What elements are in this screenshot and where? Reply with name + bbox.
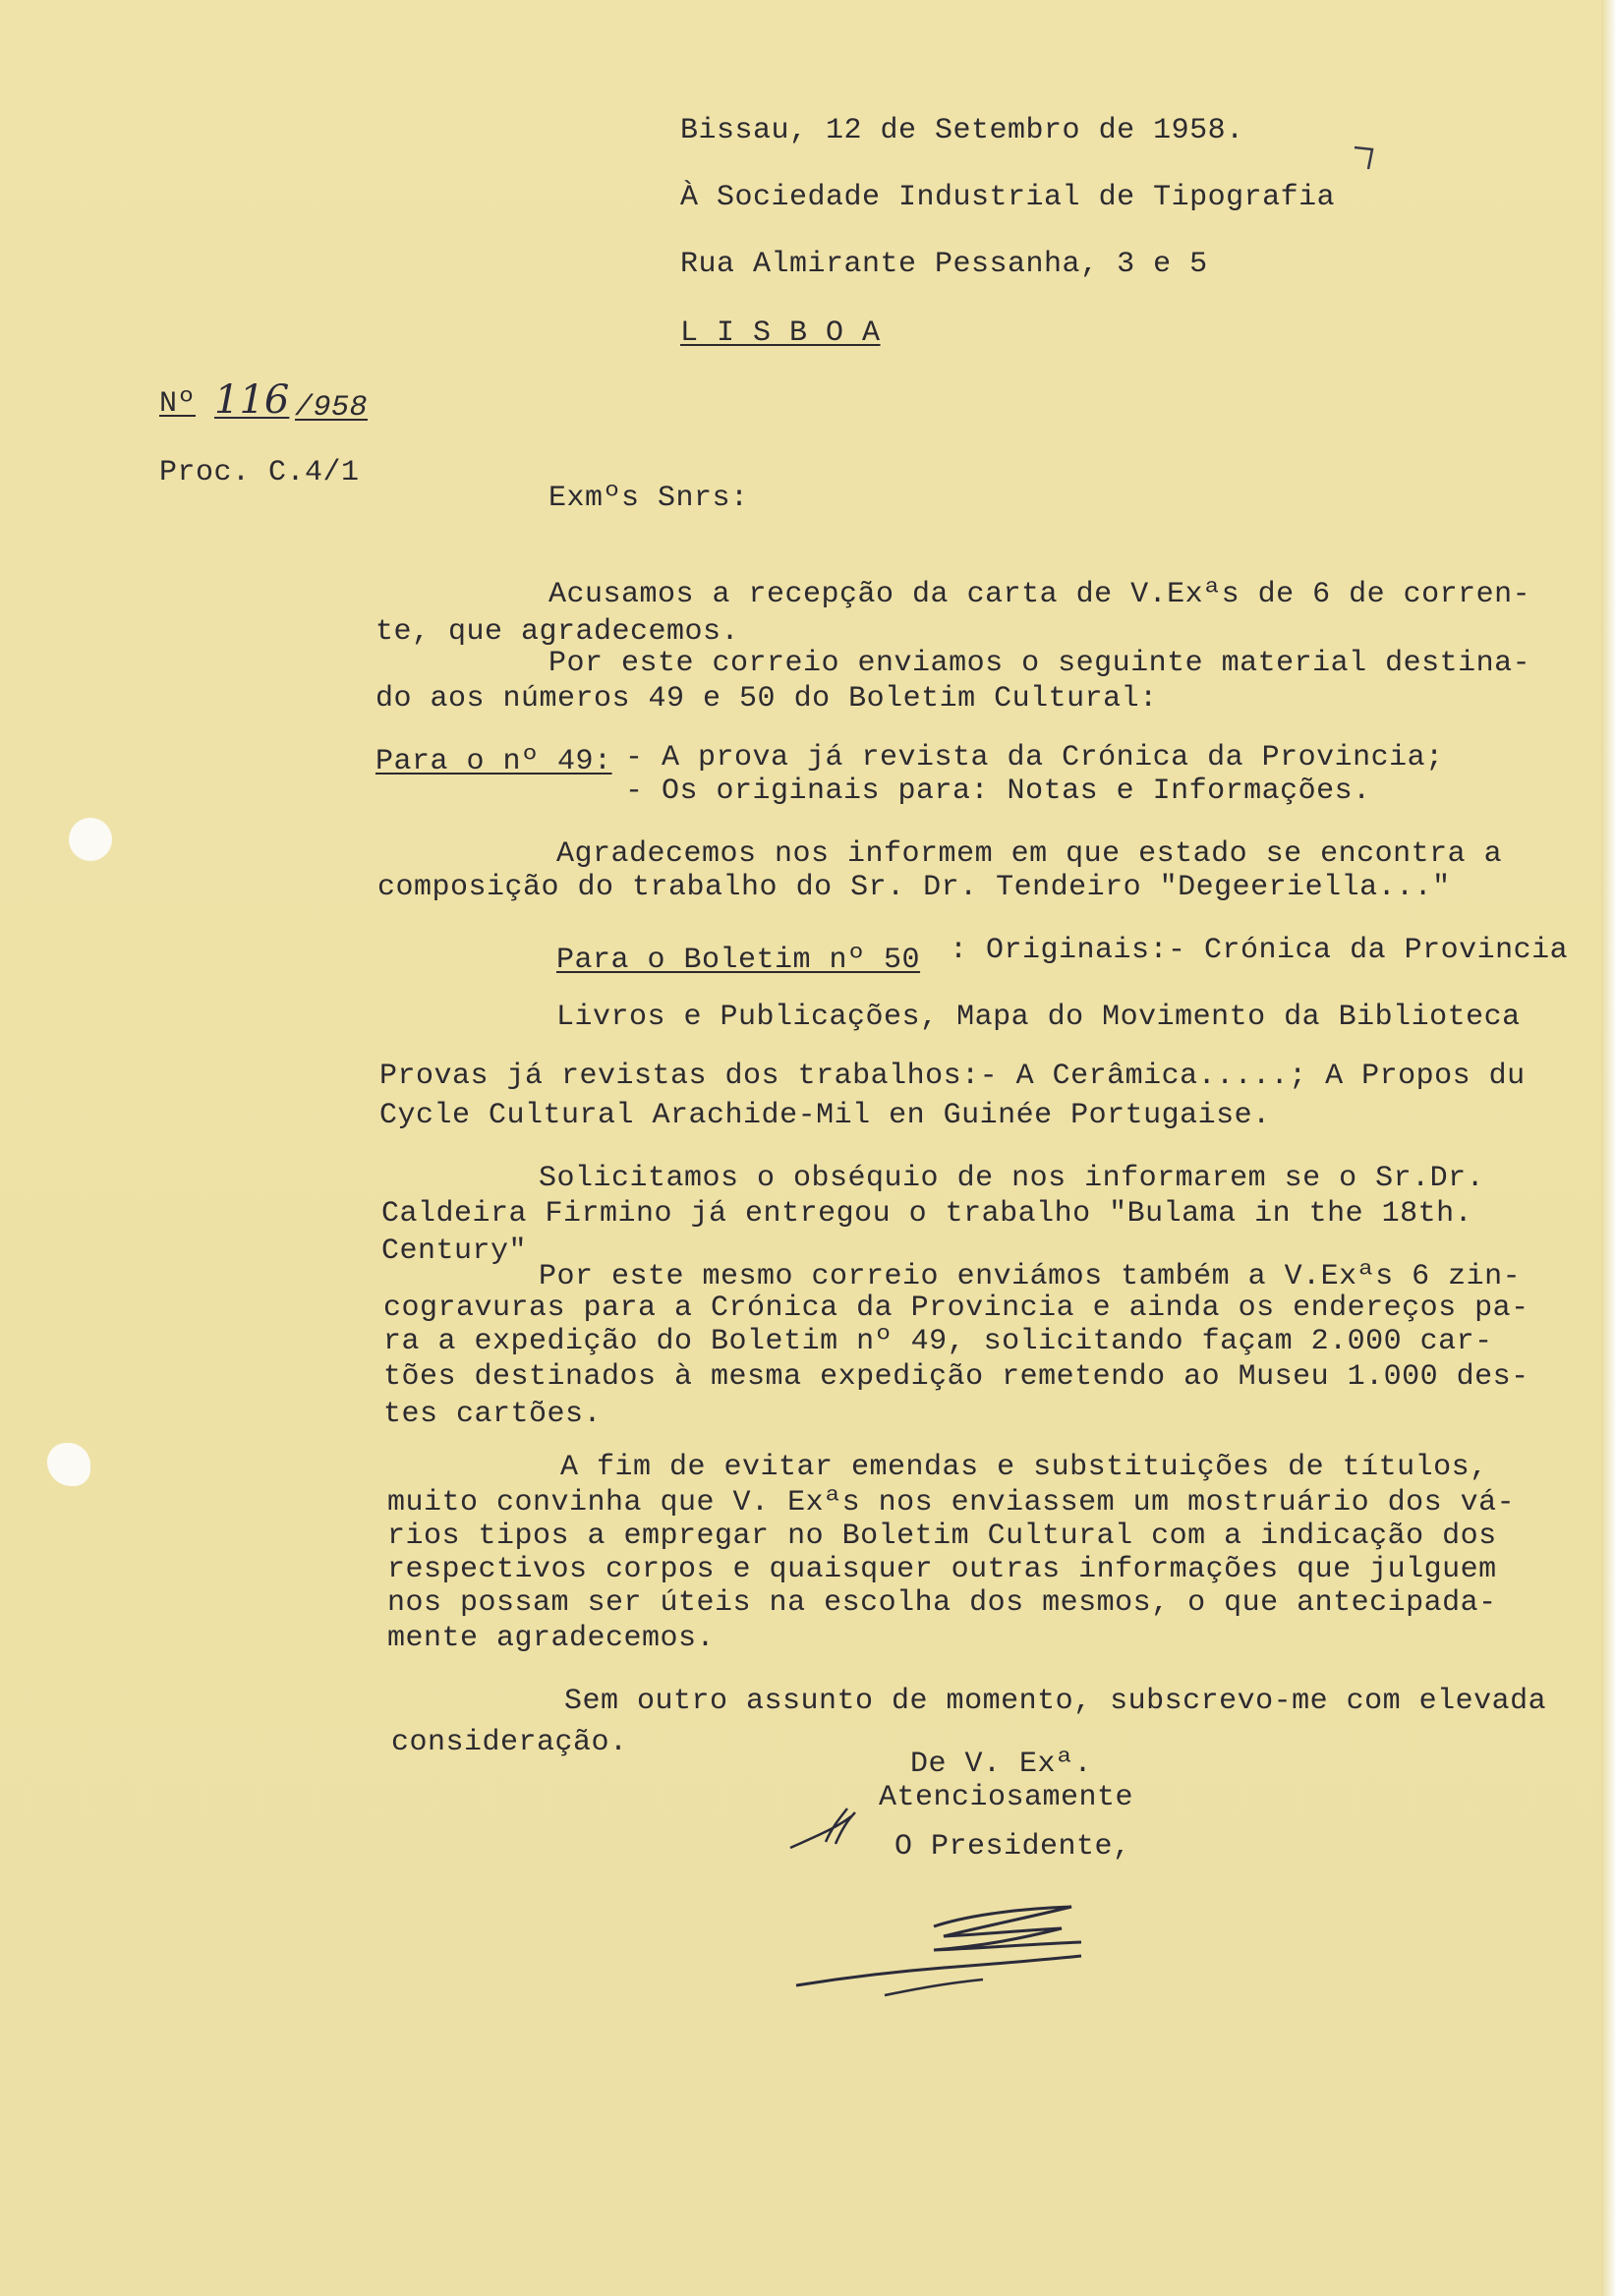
body-line-1: Acusamos a recepção da carta de V.Exªs de 6 de corren- [548,578,1531,611]
body-line-5: - A prova já revista da Crónica da Provincia; [625,741,1444,775]
body-line-6: - Os originais para: Notas e Informações. [625,775,1371,808]
reference-number-handwritten: 116 [214,377,290,423]
section-label-50: Para o Boletim nº 50 [556,944,921,977]
salutation: Exmºs Snrs: [548,482,749,515]
corner-mark [1351,138,1390,177]
body-line-24: respectivos corpos e quaisquer outras informações que julguem [387,1553,1497,1586]
paper-edge [1601,0,1615,2296]
body-line-2: te, que agradecemos. [375,615,740,649]
body-line-20: tes cartões. [383,1398,603,1431]
addressee-line: À Sociedade Industrial de Tipografia [680,181,1336,214]
body-line-14: Caldeira Firmino já entregou o trabalho "Bulama in the 18th. [381,1197,1473,1231]
process-number: Proc. C.4/1 [159,456,360,489]
body-line-9: : Originais:- Crónica da Provincia [950,934,1569,967]
signature [786,1887,1121,2015]
date-line: Bissau, 12 de Setembro de 1958. [680,114,1244,147]
body-line-11: Provas já revistas dos trabalhos:- A Cerâmica.....; A Propos du [379,1060,1526,1093]
body-line-27: Sem outro assunto de momento, subscrevo-me com elevada [564,1685,1547,1718]
body-line-8: composição do trabalho do Sr. Dr. Tendeiro "Degeeriella..." [377,871,1451,904]
punch-hole-top [69,818,112,861]
body-line-25: nos possam ser úteis na escolha dos mesmos, o que antecipada- [387,1586,1497,1620]
city-line: L I S B O A [680,316,881,350]
body-line-23: rios tipos a empregar no Boletim Cultural com a indicação dos [387,1520,1497,1553]
body-line-7: Agradecemos nos informem em que estado se encontra a [556,837,1503,871]
body-line-22: muito convinha que V. Exªs nos enviassem um mostruário dos vá- [387,1486,1516,1520]
body-line-12: Cycle Cultural Arachide-Mil en Guinée Portugaise. [379,1099,1271,1132]
street-line: Rua Almirante Pessanha, 3 e 5 [680,248,1208,281]
closing-line-2: Atenciosamente [879,1781,1134,1814]
closing-line-3: O Presidente, [894,1830,1131,1864]
body-line-19: tões destinados à mesma expedição remetendo ao Museu 1.000 des- [383,1360,1529,1394]
body-line-13: Solicitamos o obséquio de nos informarem se o Sr.Dr. [539,1162,1485,1195]
closing-line-1: De V. Exª. [910,1748,1093,1781]
body-line-15: Century" [381,1234,528,1268]
body-line-4: do aos números 49 e 50 do Boletim Cultural: [375,682,1158,716]
punch-hole-bottom [47,1443,90,1486]
reference-year: /958 [295,391,369,425]
body-line-21: A fim de evitar emendas e substituições de títulos, [560,1451,1488,1484]
reference-prefix: Nº [159,387,197,421]
body-line-28: consideração. [391,1726,628,1759]
body-line-3: Por este correio enviamos o seguinte material destina- [548,647,1531,680]
body-line-18: ra a expedição do Boletim nº 49, solicitando façam 2.000 car- [383,1325,1493,1358]
body-line-17: cogravuras para a Crónica da Provincia e ainda os endereços pa- [383,1292,1529,1325]
body-line-16: Por este mesmo correio enviámos também a V.Exªs 6 zin- [539,1260,1522,1293]
section-label-49: Para o nº 49: [375,745,612,778]
body-line-26: mente agradecemos. [387,1622,716,1655]
body-line-10: Livros e Publicações, Mapa do Movimento da Biblioteca [556,1001,1521,1034]
initials-mark [782,1799,891,1867]
